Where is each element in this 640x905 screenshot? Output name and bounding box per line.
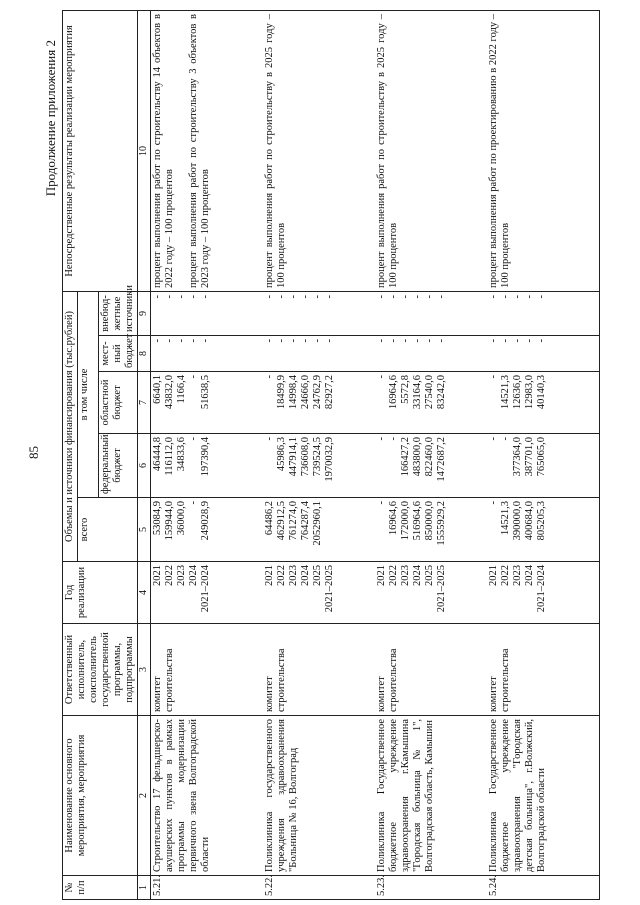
year-cell-value: 2023 xyxy=(176,565,187,586)
extrabudget-cell xyxy=(263,291,375,335)
local-cell-value: - xyxy=(436,339,447,343)
regional-cell-value: 83242,0 xyxy=(436,375,447,410)
extrabudget-cell-value: - xyxy=(188,294,199,299)
total-cell-value: - xyxy=(188,501,199,505)
column-number: 3 xyxy=(138,624,151,716)
year-cell xyxy=(151,562,264,624)
regional-cell-value: 82927,2 xyxy=(324,375,335,410)
year-cell-value: 2021 xyxy=(376,565,387,586)
header-total: всего xyxy=(78,498,138,562)
federal-cell-value: - xyxy=(500,437,511,441)
total-cell-value: 764287,4 xyxy=(300,501,311,541)
federal-cell-value: - xyxy=(188,437,199,441)
extrabudget-cell-value: - xyxy=(324,294,335,299)
local-cell-value: - xyxy=(152,339,163,343)
year-cell-value: 2025 xyxy=(424,565,435,586)
year-cell-value: 2021–2025 xyxy=(324,565,335,613)
federal-cell xyxy=(263,434,375,498)
regional-cell-value: 1166,4 xyxy=(176,375,187,404)
year-cell-value: 2022 xyxy=(164,565,175,586)
total-cell xyxy=(263,498,375,562)
year-cell-value: 2022 xyxy=(276,565,287,586)
table-row xyxy=(263,10,375,899)
column-number: 8 xyxy=(138,336,151,372)
year-cell-value: 2023 xyxy=(512,565,523,586)
total-cell-value: 805205,3 xyxy=(536,501,547,541)
column-number: 4 xyxy=(138,562,151,624)
extrabudget-cell-value: - xyxy=(500,294,511,299)
extrabudget-cell-value: - xyxy=(276,294,287,299)
total-cell-value: 249028,9 xyxy=(200,501,211,541)
funding-table xyxy=(62,10,600,900)
year-cell-value: 2024 xyxy=(412,565,423,586)
total-cell-value: 36000,0 xyxy=(176,501,187,536)
total-cell xyxy=(375,498,487,562)
column-number: 7 xyxy=(138,372,151,434)
local-cell-value: - xyxy=(488,339,499,343)
local-cell-value: - xyxy=(200,339,211,343)
total-cell-value: 1555929,2 xyxy=(436,501,447,546)
executor: комитет строительства xyxy=(375,624,487,716)
year-cell-value: 2022 xyxy=(388,565,399,586)
year-cell-value: 2021–2024 xyxy=(200,565,211,613)
year-cell-value: 2021 xyxy=(264,565,275,586)
header-federal: федеральный бюджет xyxy=(99,434,138,498)
regional-cell-value: 6640,1 xyxy=(152,375,163,404)
local-cell-value: - xyxy=(536,339,547,343)
result-text: процент выполнения работ по проектированию в 2022 году – 100 процентов xyxy=(488,13,511,288)
regional-cell-value: - xyxy=(488,375,499,379)
extrabudget-cell-value: - xyxy=(436,294,447,299)
regional-cell-value: - xyxy=(376,375,387,379)
local-cell-value: - xyxy=(176,339,187,343)
result-text: процент выполнения работ по строительству 3 объектов в 2023 году – 100 процентов xyxy=(188,13,211,288)
regional-cell-value: 43832,0 xyxy=(164,375,175,410)
federal-cell-value: 197390,4 xyxy=(200,437,211,477)
local-cell xyxy=(151,336,264,372)
table-row xyxy=(151,10,264,899)
executor: комитет строительства xyxy=(487,624,600,716)
extrabudget-cell-value: - xyxy=(176,294,187,299)
extrabudget-cell-value: - xyxy=(288,294,299,299)
extrabudget-cell-value: - xyxy=(164,294,175,299)
federal-cell-value: 34833,6 xyxy=(176,437,187,472)
year-cell-value: 2022 xyxy=(500,565,511,586)
regional-cell-value: 5572,8 xyxy=(400,375,411,404)
extrabudget-cell-value: - xyxy=(300,294,311,299)
measure-name: Строительство 17 фельдшерско-акушерских пунктов в рамках программы модернизации первичного звена Волгоградской области xyxy=(151,716,264,876)
regional-cell-value: - xyxy=(264,375,275,379)
result-cell xyxy=(487,10,600,291)
year-cell-value: 2024 xyxy=(300,565,311,586)
federal-cell-value: 116112,0 xyxy=(164,437,175,476)
year-cell-value: 2024 xyxy=(188,565,199,586)
result-cell xyxy=(151,10,264,291)
header-including: в том числе xyxy=(78,291,99,497)
local-cell-value: - xyxy=(312,339,323,343)
total-cell xyxy=(487,498,600,562)
year-cell xyxy=(487,562,600,624)
header-year: Год реализации xyxy=(63,562,138,624)
federal-cell-value: 377364,0 xyxy=(512,437,523,477)
local-cell-value: - xyxy=(524,339,535,343)
regional-cell-value: 24666,0 xyxy=(300,375,311,410)
regional-cell-value: 12636,0 xyxy=(512,375,523,410)
federal-cell-value: 765065,0 xyxy=(536,437,547,477)
total-cell-value: - xyxy=(376,501,387,505)
federal-cell-value: 1970032,9 xyxy=(324,437,335,482)
row-number: 5.22. xyxy=(263,876,375,900)
total-cell-value: 400684,0 xyxy=(524,501,535,541)
federal-cell-value: 447914,1 xyxy=(288,437,299,477)
extrabudget-cell-value: - xyxy=(200,294,211,299)
local-cell-value: - xyxy=(412,339,423,343)
total-cell-value: 64486,2 xyxy=(264,501,275,536)
regional-cell-value: 16964,6 xyxy=(388,375,399,410)
federal-cell-value: - xyxy=(376,437,387,441)
total-cell xyxy=(151,498,264,562)
measure-name: Поликлиника государственного учреждения здравоохранения "Больница № 16, Волгоград xyxy=(263,716,375,876)
local-cell-value: - xyxy=(288,339,299,343)
extrabudget-cell-value: - xyxy=(312,294,323,299)
extrabudget-cell xyxy=(487,291,600,335)
total-cell-value: 516964,6 xyxy=(412,501,423,541)
executor: комитет строительства xyxy=(263,624,375,716)
total-cell-value: 2052960,1 xyxy=(312,501,323,546)
header-measure-name: Наименование основного мероприятия, мероприятия xyxy=(63,716,138,876)
local-cell-value: - xyxy=(400,339,411,343)
extrabudget-cell-value: - xyxy=(412,294,423,299)
year-cell-value: 2021 xyxy=(488,565,499,586)
regional-cell xyxy=(263,372,375,434)
local-cell-value: - xyxy=(276,339,287,343)
regional-cell-value: 33164,6 xyxy=(412,375,423,410)
regional-cell xyxy=(375,372,487,434)
federal-cell xyxy=(151,434,264,498)
year-cell-value: 2024 xyxy=(524,565,535,586)
local-cell xyxy=(263,336,375,372)
column-number: 2 xyxy=(138,716,151,876)
table-body xyxy=(151,10,600,899)
local-cell-value: - xyxy=(300,339,311,343)
federal-cell xyxy=(487,434,600,498)
appendix-continuation: Продолжение приложения 2 xyxy=(43,40,58,197)
local-cell-value: - xyxy=(388,339,399,343)
local-cell xyxy=(375,336,487,372)
total-cell-value: 159944,0 xyxy=(164,501,175,541)
year-cell-value: 2025 xyxy=(312,565,323,586)
total-cell-value: - xyxy=(488,501,499,505)
extrabudget-cell xyxy=(151,291,264,335)
federal-cell-value: 45986,3 xyxy=(276,437,287,472)
regional-cell-value: 40140,3 xyxy=(536,375,547,410)
total-cell-value: 390000,0 xyxy=(512,501,523,541)
extrabudget-cell-value: - xyxy=(512,294,523,299)
header-results: Непосредственные результаты реализации мероприятия xyxy=(63,10,138,291)
extrabudget-cell-value: - xyxy=(536,294,547,299)
result-text: процент выполнения работ по строительству в 2025 году – 100 процентов xyxy=(376,13,399,288)
federal-cell-value: 387701,0 xyxy=(524,437,535,477)
federal-cell-value: - xyxy=(264,437,275,441)
federal-cell-value: - xyxy=(388,437,399,441)
year-cell-value: 2023 xyxy=(400,565,411,586)
column-number: 10 xyxy=(138,10,151,291)
total-cell-value: 14521,3 xyxy=(500,501,511,536)
measure-name: Поликлиника Государственное бюджетное учреждение здравоохранения "Городская детская больница", г.Волжский, Волгоградской области xyxy=(487,716,600,876)
federal-cell-value: 739524,5 xyxy=(312,437,323,477)
header-extrabudget: внебюд-жетные источники xyxy=(99,291,138,335)
result-cell xyxy=(263,10,375,291)
extrabudget-cell-value: - xyxy=(388,294,399,299)
regional-cell-value: 14521,3 xyxy=(500,375,511,410)
federal-cell-value: 46444,8 xyxy=(152,437,163,472)
local-cell-value: - xyxy=(324,339,335,343)
local-cell-value: - xyxy=(264,339,275,343)
extrabudget-cell-value: - xyxy=(152,294,163,299)
federal-cell-value: 483800,0 xyxy=(412,437,423,477)
regional-cell-value: 27540,0 xyxy=(424,375,435,410)
total-cell-value: 16964,6 xyxy=(388,501,399,536)
extrabudget-cell-value: - xyxy=(264,294,275,299)
row-number: 5.21. xyxy=(151,876,264,900)
extrabudget-cell-value: - xyxy=(424,294,435,299)
column-number: 9 xyxy=(138,291,151,335)
extrabudget-cell-value: - xyxy=(488,294,499,299)
local-cell-value: - xyxy=(376,339,387,343)
regional-cell-value: 18499,9 xyxy=(276,375,287,410)
column-number: 5 xyxy=(138,498,151,562)
federal-cell-value: - xyxy=(488,437,499,441)
regional-cell-value: 51638,5 xyxy=(200,375,211,410)
page-number: 85 xyxy=(26,446,41,459)
year-cell-value: 2023 xyxy=(288,565,299,586)
table-row xyxy=(487,10,600,899)
result-text: процент выполнения работ по строительству 14 объектов в 2022 году – 100 процентов xyxy=(152,13,175,288)
header-local: мест-ный бюджет xyxy=(99,336,138,372)
header-regional: областной бюджет xyxy=(99,372,138,434)
federal-cell-value: 1472687,2 xyxy=(436,437,447,482)
column-number: 6 xyxy=(138,434,151,498)
extrabudget-cell-value: - xyxy=(376,294,387,299)
total-cell-value: 462912,5 xyxy=(276,501,287,541)
local-cell xyxy=(487,336,600,372)
extrabudget-cell xyxy=(375,291,487,335)
result-cell xyxy=(375,10,487,291)
executor: комитет строительства xyxy=(151,624,264,716)
total-cell-value: 53084,9 xyxy=(152,501,163,536)
header-funding: Объемы и источники финансирования (тыс.рублей) xyxy=(63,291,78,561)
year-cell-value: 2021 xyxy=(152,565,163,586)
header-number: № п/п xyxy=(63,876,138,900)
regional-cell-value: 24762,9 xyxy=(312,375,323,410)
regional-cell-value: - xyxy=(188,375,199,379)
local-cell-value: - xyxy=(500,339,511,343)
year-cell-value: 2021–2024 xyxy=(536,565,547,613)
measure-name: Поликлиника Государственное бюджетное учреждение здравоохранения г.Камышина "Городская больница № 1", Волгоградская область, Камышин xyxy=(375,716,487,876)
total-cell-value: 850000,0 xyxy=(424,501,435,541)
federal-cell xyxy=(375,434,487,498)
row-number: 5.23. xyxy=(375,876,487,900)
extrabudget-cell-value: - xyxy=(524,294,535,299)
column-number: 1 xyxy=(138,876,151,900)
year-cell xyxy=(375,562,487,624)
local-cell-value: - xyxy=(188,339,199,343)
year-cell-value: 2021–2025 xyxy=(436,565,447,613)
regional-cell-value: 12983,0 xyxy=(524,375,535,410)
regional-cell xyxy=(151,372,264,434)
regional-cell-value: 14998,4 xyxy=(288,375,299,410)
row-number: 5.24. xyxy=(487,876,600,900)
federal-cell-value: 822460,0 xyxy=(424,437,435,477)
local-cell-value: - xyxy=(424,339,435,343)
year-cell xyxy=(263,562,375,624)
extrabudget-cell-value: - xyxy=(400,294,411,299)
total-cell-value: 761274,0 xyxy=(288,501,299,541)
federal-cell-value: 736608,0 xyxy=(300,437,311,477)
total-cell-value: 172000,0 xyxy=(400,501,411,541)
table-row xyxy=(375,10,487,899)
federal-cell-value: 166427,2 xyxy=(400,437,411,477)
result-text: процент выполнения работ по строительству в 2025 году – 100 процентов xyxy=(264,13,287,288)
local-cell-value: - xyxy=(164,339,175,343)
regional-cell xyxy=(487,372,600,434)
local-cell-value: - xyxy=(512,339,523,343)
header-executor: Ответственный исполнитель, соисполнитель государственной программы, подпрограммы xyxy=(63,624,138,716)
